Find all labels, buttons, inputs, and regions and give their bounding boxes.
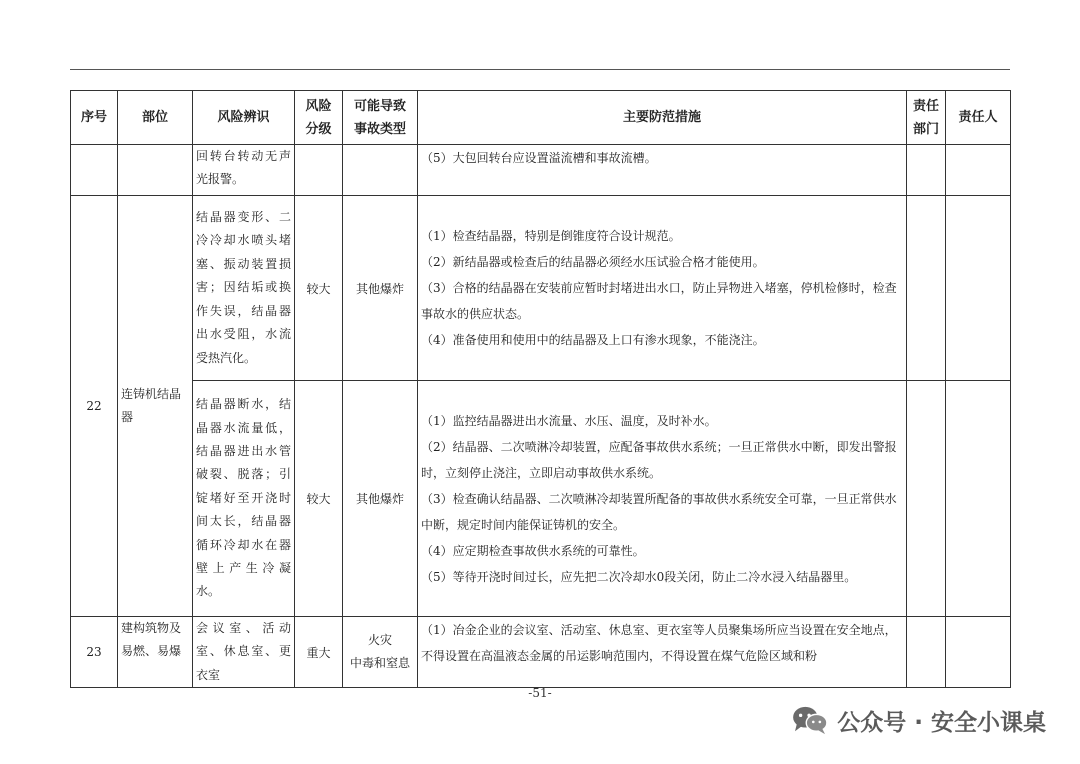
cell-location: 建构筑物及易燃、易爆	[118, 617, 193, 688]
cell-person	[946, 381, 1011, 617]
cell-seq: 23	[71, 617, 118, 688]
cell-level: 较大	[295, 381, 343, 617]
cell-accident	[343, 145, 418, 196]
cell-risk: 结晶器断水，结晶器水流量低，结晶器进出水管破裂、脱落；引锭堵好至开浇时间太长，结晶器循环冷却水在器壁上产生冷凝水。	[193, 381, 295, 617]
cell-seq: 22	[71, 196, 118, 617]
cell-person	[946, 196, 1011, 381]
table-row	[71, 381, 1011, 617]
header-accident: 可能导致 事故类型	[343, 91, 418, 145]
cell-measures: （1）冶金企业的会议室、活动室、休息室、更衣室等人员聚集场所应当设置在安全地点，不得设置在高温液态金属的吊运影响范围内，不得设置在煤气危险区域和粉	[418, 617, 907, 688]
cell-risk: 结晶器变形、二冷冷却水喷头堵塞、振动装置损害；因结垢或换作失误，结晶器出水受阻，水流受热汽化。	[193, 196, 295, 381]
cell-level: 较大	[295, 196, 343, 381]
table-row	[71, 617, 1011, 688]
wechat-icon	[791, 705, 829, 735]
watermark	[791, 700, 1046, 740]
cell-accident: 其他爆炸	[343, 381, 418, 617]
header-measures: 主要防范措施	[418, 91, 907, 145]
table-row	[71, 196, 1011, 381]
cell-risk: 回转台转动无声光报警。	[193, 145, 295, 196]
cell-location: 连铸机结晶器	[118, 196, 193, 617]
header-location: 部位	[118, 91, 193, 145]
cell-person	[946, 145, 1011, 196]
cell-risk: 会议室、活动室、休息室、更衣室	[193, 617, 295, 688]
cell-person	[946, 617, 1011, 688]
cell-level	[295, 145, 343, 196]
page-number: -51-	[528, 686, 552, 700]
cell-dept	[907, 617, 946, 688]
cell-location	[118, 145, 193, 196]
table-row	[71, 145, 1011, 196]
cell-measures: （5）大包回转台应设置溢流槽和事故流槽。	[418, 145, 907, 196]
risk-table	[70, 90, 1011, 688]
header-seq: 序号	[71, 91, 118, 145]
header-level: 风险 分级	[295, 91, 343, 145]
cell-measures: （1）检查结晶器，特别是倒锥度符合设计规范。 （2）新结晶器或检查后的结晶器必须经水压试验合格才能使用。 （3）合格的结晶器在安装前应暂时封堵进出水口，防止异物进入堵塞，停机检修时，检查事故水的供应状态。 （4）准备使用和使用中的结晶器及上口有渗水现象，不能浇注。	[418, 196, 907, 381]
header-dept: 责任 部门	[907, 91, 946, 145]
header-person: 责任人	[946, 91, 1011, 145]
cell-accident: 其他爆炸	[343, 196, 418, 381]
cell-dept	[907, 381, 946, 617]
cell-dept	[907, 145, 946, 196]
table-header-row	[71, 91, 1011, 145]
cell-dept	[907, 196, 946, 381]
header-rule	[70, 69, 1010, 70]
cell-measures: （1）监控结晶器进出水流量、水压、温度，及时补水。 （2）结晶器、二次喷淋冷却装置，应配备事故供水系统；一旦正常供水中断，即发出警报时，立刻停止浇注，立即启动事故供水系统。 （3）检查确认结晶器、二次喷淋冷却装置所配备的事故供水系统安全可靠，一旦正常供水中断，规定时间内能保证铸机的安全。 （4）应定期检查事故供水系统的可靠性。 （5）等待开浇时间过长，应先把二次冷却水0段关闭，防止二冷水浸入结晶器里。	[418, 381, 907, 617]
header-risk: 风险辨识	[193, 91, 295, 145]
cell-accident: 火灾 中毒和窒息	[343, 617, 418, 688]
cell-level: 重大	[295, 617, 343, 688]
cell-seq	[71, 145, 118, 196]
watermark-text: 公众号 · 安全小课桌	[837, 709, 1046, 736]
